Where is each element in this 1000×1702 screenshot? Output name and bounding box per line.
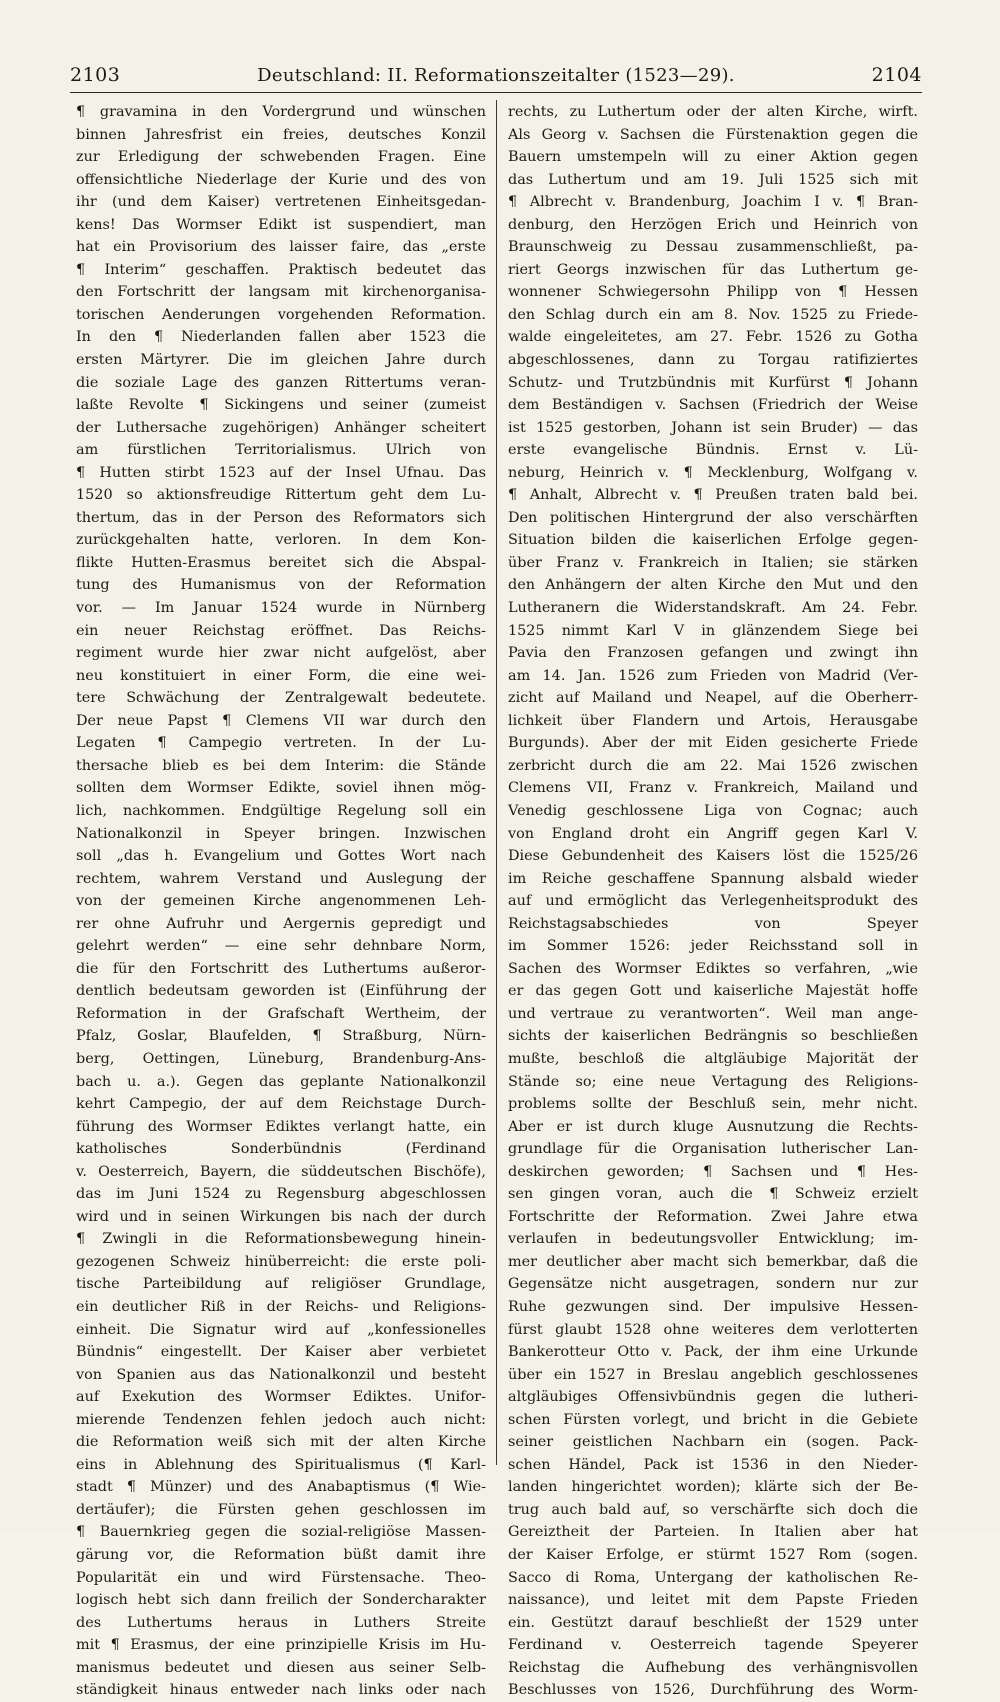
text-line: In den ¶ Niederlanden fallen aber 1523 die <box>76 329 486 346</box>
text-line: Gegensätze nicht ausgetragen, sondern nur zur <box>508 1276 918 1293</box>
text-line: wird und in seinen Wirkungen bis nach der durch <box>76 1208 486 1225</box>
text-line: Pavia den Franzosen gefangen und zwingt ihn <box>508 645 918 662</box>
text-line: führung des Wormser Ediktes verlangt hatte, ein <box>76 1118 486 1135</box>
text-line: problems sollte der Beschluß sein, mehr nicht. <box>508 1096 918 1113</box>
text-line: Ruhe gezwungen sind. Der impulsive Hessen- <box>508 1298 918 1315</box>
text-line: torischen Aenderungen vorgehenden Reformation. <box>76 306 486 323</box>
text-line: schen Händel, Pack ist 1536 in den Nieder- <box>508 1456 918 1473</box>
text-line: dem Beständigen v. Sachsen (Friedrich der Weise <box>508 397 918 414</box>
text-line: Clemens VII, Franz v. Frankreich, Mailand und <box>508 780 918 797</box>
text-line: Reformation in der Grafschaft Wertheim, der <box>76 1005 486 1022</box>
text-line: am 14. Jan. 1526 zum Frieden von Madrid (Ver- <box>508 667 918 684</box>
text-line: den Fortschritt der langsam mit kirchenorganisa- <box>76 284 486 301</box>
text-line: Der neue Papst ¶ Clemens VII war durch den <box>76 712 486 729</box>
text-line: naissance), und leitet mit dem Papste Frieden <box>508 1592 918 1609</box>
text-line: auf Exekution des Wormser Ediktes. Unifor- <box>76 1389 486 1406</box>
text-line: fürst glaubt 1528 ohne weiteres dem verlotterten <box>508 1321 918 1338</box>
text-line: den Anhängern der alten Kirche den Mut und den <box>508 577 918 594</box>
text-line: 1520 so aktionsfreudige Rittertum geht dem Lu- <box>76 487 486 504</box>
text-line: thertum, das in der Person des Reformators sich <box>76 509 486 526</box>
text-line: manismus bedeutet und diesen aus seiner Selb- <box>76 1659 486 1676</box>
text-line: Legaten ¶ Campegio vertreten. In der Lu- <box>76 735 486 752</box>
text-line: ein neuer Reichstag eröffnet. Das Reichs- <box>76 622 486 639</box>
text-line: binnen Jahresfrist ein freies, deutsches Konzil <box>76 126 486 143</box>
text-line: ein. Gestützt darauf beschließt der 1529 unter <box>508 1614 918 1631</box>
text-line: ersten Märtyrer. Die im gleichen Jahre durch <box>76 352 486 369</box>
text-line: zicht auf Mailand und Neapel, auf die Oberherr- <box>508 690 918 707</box>
text-line: katholisches Sonderbündnis (Ferdinand <box>76 1141 486 1158</box>
text-line: rer ohne Aufruhr und Aergernis gepredigt und <box>76 915 486 932</box>
text-line: zurückgehalten hatte, verloren. In dem Kon- <box>76 532 486 549</box>
text-line: Aber er ist durch kluge Ausnutzung die Rechts- <box>508 1118 918 1135</box>
text-line: flikte Hutten-Erasmus bereitet sich die Abspal- <box>76 554 486 571</box>
text-line: und vertraue zu verantworten“. Weil man ange- <box>508 1005 918 1022</box>
text-line: walde eingeleitetes, am 27. Febr. 1526 zu Gotha <box>508 329 918 346</box>
text-line: tere Schwächung der Zentralgewalt bedeutete. <box>76 690 486 707</box>
text-line: vor. — Im Januar 1524 wurde in Nürnberg <box>76 600 486 617</box>
text-line: über ein 1527 in Breslau angeblich geschlossenes <box>508 1366 918 1383</box>
text-line: mit ¶ Erasmus, der eine prinzipielle Krisis im Hu- <box>76 1637 486 1654</box>
text-line: die für den Fortschritt des Luthertums außeror- <box>76 960 486 977</box>
text-line: ist 1525 gestorben, Johann ist sein Bruder) — das <box>508 419 918 436</box>
text-line: Reichstagsabschiedes von Speyer <box>508 915 918 932</box>
text-line: gelehrt werden“ — eine sehr dehnbare Norm, <box>76 938 486 955</box>
text-line: ein deutlicher Riß in der Reichs- und Religions- <box>76 1298 486 1315</box>
page-number-right: 2104 <box>871 64 922 86</box>
text-line: sollten dem Wormser Edikte, soviel ihnen mög- <box>76 780 486 797</box>
text-line: ¶ Bauernkrieg gegen die sozial-religiöse Massen- <box>76 1524 486 1541</box>
text-line: der Kaiser Erfolge, er stürmt 1527 Rom (sogen. <box>508 1547 918 1563</box>
text-line: Gereiztheit der Parteien. In Italien aber hat <box>508 1524 918 1541</box>
text-line: Fortschritte der Reformation. Zwei Jahre etwa <box>508 1208 918 1225</box>
text-line: rechtem, wahrem Verstand und Auslegung der <box>76 870 486 887</box>
text-line: Beschlusses von 1526, Durchführung des Worm- <box>508 1682 918 1699</box>
text-line: laßte Revolte ¶ Sickingens und seiner (zumeist <box>76 397 486 414</box>
running-head <box>70 64 922 88</box>
text-line: Ferdinand v. Oesterreich tagende Speyerer <box>508 1637 918 1654</box>
text-line: wonnener Schwiegersohn Philipp von ¶ Hessen <box>508 284 918 301</box>
text-line: ¶ Interim“ geschaffen. Praktisch bedeutet das <box>76 261 486 278</box>
text-line: mierende Tendenzen fehlen jedoch auch nicht: <box>76 1411 486 1428</box>
text-line: des Luthertums heraus in Luthers Streite <box>76 1614 486 1631</box>
text-line: ¶ Zwingli in die Reformationsbewegung hinein- <box>76 1231 486 1248</box>
text-line: riert Georgs inzwischen für das Luthertum ge- <box>508 261 918 278</box>
text-line: die soziale Lage des ganzen Rittertums veran- <box>76 374 486 391</box>
text-line: soll „das h. Evangelium und Gottes Wort nach <box>76 848 486 865</box>
text-line: von Spanien aus das Nationalkonzil und besteht <box>76 1366 486 1383</box>
text-line: die Reformation weiß sich mit der alten Kirche <box>76 1434 486 1451</box>
text-line: sichts der kaiserlichen Bedrängnis so beschließen <box>508 1028 918 1045</box>
text-line: ¶ Albrecht v. Brandenburg, Joachim I v. ¶ Bran- <box>508 194 918 211</box>
text-line: im Sommer 1526: jeder Reichsstand soll in <box>508 938 918 955</box>
left-column <box>76 101 486 1702</box>
text-line: Bündnis“ eingestellt. Der Kaiser aber verbietet <box>76 1344 486 1361</box>
text-line: Schutz- und Trutzbündnis mit Kurfürst ¶ Johann <box>508 374 918 391</box>
text-line: erste evangelische Bündnis. Ernst v. Lü- <box>508 442 918 459</box>
text-line: Pfalz, Goslar, Blaufelden, ¶ Straßburg, Nürn- <box>76 1028 486 1045</box>
text-line: zur Erledigung der schwebenden Fragen. Eine <box>76 149 486 166</box>
text-line: Diese Gebundenheit des Kaisers löst die 1525/26 <box>508 848 918 865</box>
text-line: das im Juni 1524 zu Regensburg abgeschlossen <box>76 1186 486 1203</box>
text-line: ¶ Anhalt, Albrecht v. ¶ Preußen traten bald bei. <box>508 487 918 504</box>
text-line: neu konstituiert in einer Form, die eine wei- <box>76 667 486 684</box>
text-line: Stände so; eine neue Vertagung des Religions- <box>508 1073 918 1090</box>
text-line: ihr (und dem Kaiser) vertretenen Einheitsgedan- <box>76 194 486 211</box>
text-line: Popularität ein und wird Fürstensache. Theo- <box>76 1569 486 1586</box>
text-line: seiner geistlichen Nachbarn ein (sogen. Pack- <box>508 1434 918 1451</box>
text-line: altgläubiges Offensivbündnis gegen die lutheri- <box>508 1389 918 1406</box>
text-line: den Schlag durch ein am 8. Nov. 1525 zu Friede- <box>508 306 918 323</box>
text-line: dertäufer); die Fürsten gehen geschlossen im <box>76 1501 486 1518</box>
text-line: lich, nachkommen. Endgültige Regelung soll ein <box>76 802 486 819</box>
text-line: eins in Ablehnung des Spiritualismus (¶ Karl- <box>76 1456 486 1473</box>
text-line: gärung vor, die Reformation büßt damit ihre <box>76 1547 486 1563</box>
text-line: trug auch bald auf, so verschärfte sich doch die <box>508 1501 918 1518</box>
text-line: Reichstag die Aufhebung des verhängnisvollen <box>508 1659 918 1676</box>
text-line: denburg, den Herzögen Erich und Heinrich von <box>508 216 918 233</box>
text-line: hat ein Provisorium des laisser faire, das „erste <box>76 239 486 256</box>
text-line: logisch hebt sich dann freilich der Sondercharakter <box>76 1592 486 1609</box>
text-line: kehrt Campegio, der auf dem Reichstage Durch- <box>76 1096 486 1113</box>
text-line: ¶ gravamina in den Vordergrund und wünschen <box>76 104 486 120</box>
text-line: von England droht ein Angriff gegen Karl V. <box>508 825 918 842</box>
text-line: bach u. a.). Gegen das geplante Nationalkonzil <box>76 1073 486 1090</box>
text-line: mer deutlicher aber macht sich bemerkbar, daß die <box>508 1253 918 1270</box>
text-line: tung des Humanismus von der Reformation <box>76 577 486 594</box>
text-line: Nationalkonzil in Speyer bringen. Inzwischen <box>76 825 486 842</box>
header-rule <box>70 92 922 93</box>
text-line: Bauern umstempeln will zu einer Aktion gegen <box>508 149 918 166</box>
column-divider <box>496 100 497 1465</box>
page-number-left: 2103 <box>70 64 121 86</box>
text-line: landen hingerichtet worden); klärte sich der Be- <box>508 1479 918 1496</box>
text-line: Sacco di Roma, Untergang der katholischen Re- <box>508 1569 918 1586</box>
text-line: ständigkeit hinaus entweder nach links oder nach <box>76 1682 486 1699</box>
text-line: ¶ Hutten stirbt 1523 auf der Insel Ufnau. Das <box>76 464 486 481</box>
text-line: grundlage für die Organisation lutherischer Lan- <box>508 1141 918 1158</box>
text-line: Den politischen Hintergrund der also verschärften <box>508 509 918 526</box>
right-column <box>508 101 918 1702</box>
text-line: thersache blieb es bei dem Interim: die Stände <box>76 757 486 774</box>
text-line: v. Oesterreich, Bayern, die süddeutschen Bischöfe), <box>76 1163 486 1180</box>
text-line: er das gegen Gott und kaiserliche Majestät hoffe <box>508 983 918 1000</box>
text-line: neburg, Heinrich v. ¶ Mecklenburg, Wolfgang v. <box>508 464 918 481</box>
text-line: von der gemeinen Kirche angenommenen Leh- <box>76 893 486 910</box>
text-line: gezogenen Schweiz hinüberreicht: die erste poli- <box>76 1253 486 1270</box>
text-line: Situation bilden die kaiserlichen Erfolge gegen- <box>508 532 918 549</box>
text-line: deskirchen geworden; ¶ Sachsen und ¶ Hes- <box>508 1163 918 1180</box>
text-line: im Reiche geschaffene Spannung alsbald wieder <box>508 870 918 887</box>
running-title: Deutschland: II. Reformationszeitalter (1523—29). <box>257 65 735 86</box>
text-line: stadt ¶ Münzer) und des Anabaptismus (¶ Wie- <box>76 1479 486 1496</box>
text-line: Burgunds). Aber der mit Eiden gesicherte Friede <box>508 735 918 752</box>
text-line: mußte, beschloß die altgläubige Majorität der <box>508 1050 918 1067</box>
text-line: Als Georg v. Sachsen die Fürstenaktion gegen die <box>508 126 918 143</box>
text-line: Venedig geschlossene Liga von Cognac; auch <box>508 802 918 819</box>
text-line: auf und ermöglicht das Verlegenheitsprodukt des <box>508 893 918 910</box>
text-line: Sachen des Wormser Ediktes so verfahren, „wie <box>508 960 918 977</box>
text-line: Bankerotteur Otto v. Pack, der ihm eine Urkunde <box>508 1344 918 1361</box>
text-line: kens! Das Wormser Edikt ist suspendiert, man <box>76 216 486 233</box>
text-line: zerbricht durch die am 22. Mai 1526 zwischen <box>508 757 918 774</box>
text-line: regiment wurde hier zwar nicht aufgelöst, aber <box>76 645 486 662</box>
text-line: verlaufen in bedeutungsvoller Entwicklung; im- <box>508 1231 918 1248</box>
text-line: am fürstlichen Territorialismus. Ulrich von <box>76 442 486 459</box>
text-line: lichkeit über Flandern und Artois, Herausgabe <box>508 712 918 729</box>
text-line: Lutheranern die Widerstandskraft. Am 24. Febr. <box>508 600 918 617</box>
text-line: schen Fürsten vorlegt, und bricht in die Gebiete <box>508 1411 918 1428</box>
text-line: über Franz v. Frankreich in Italien; sie stärken <box>508 554 918 571</box>
text-line: das Luthertum und am 19. Juli 1525 sich mit <box>508 171 918 188</box>
text-line: offensichtliche Niederlage der Kurie und des von <box>76 171 486 188</box>
text-line: berg, Oettingen, Lüneburg, Brandenburg-Ans- <box>76 1050 486 1067</box>
text-line: dentlich bedeutsam geworden ist (Einführung der <box>76 983 486 1000</box>
text-line: rechts, zu Luthertum oder der alten Kirche, wirft. <box>508 104 918 120</box>
text-line: der Luthersache zugehörigen) Anhänger scheitert <box>76 419 486 436</box>
text-line: 1525 nimmt Karl V in glänzendem Siege bei <box>508 622 918 639</box>
text-line: abgeschlossenes, dann zu Torgau ratifiziertes <box>508 352 918 369</box>
text-line: Braunschweig zu Dessau zusammenschließt, pa- <box>508 239 918 256</box>
text-line: einheit. Die Signatur wird auf „konfessionelles <box>76 1321 486 1338</box>
text-line: sen gingen voran, auch die ¶ Schweiz erzielt <box>508 1186 918 1203</box>
text-line: tische Parteibildung auf religiöser Grundlage, <box>76 1276 486 1293</box>
